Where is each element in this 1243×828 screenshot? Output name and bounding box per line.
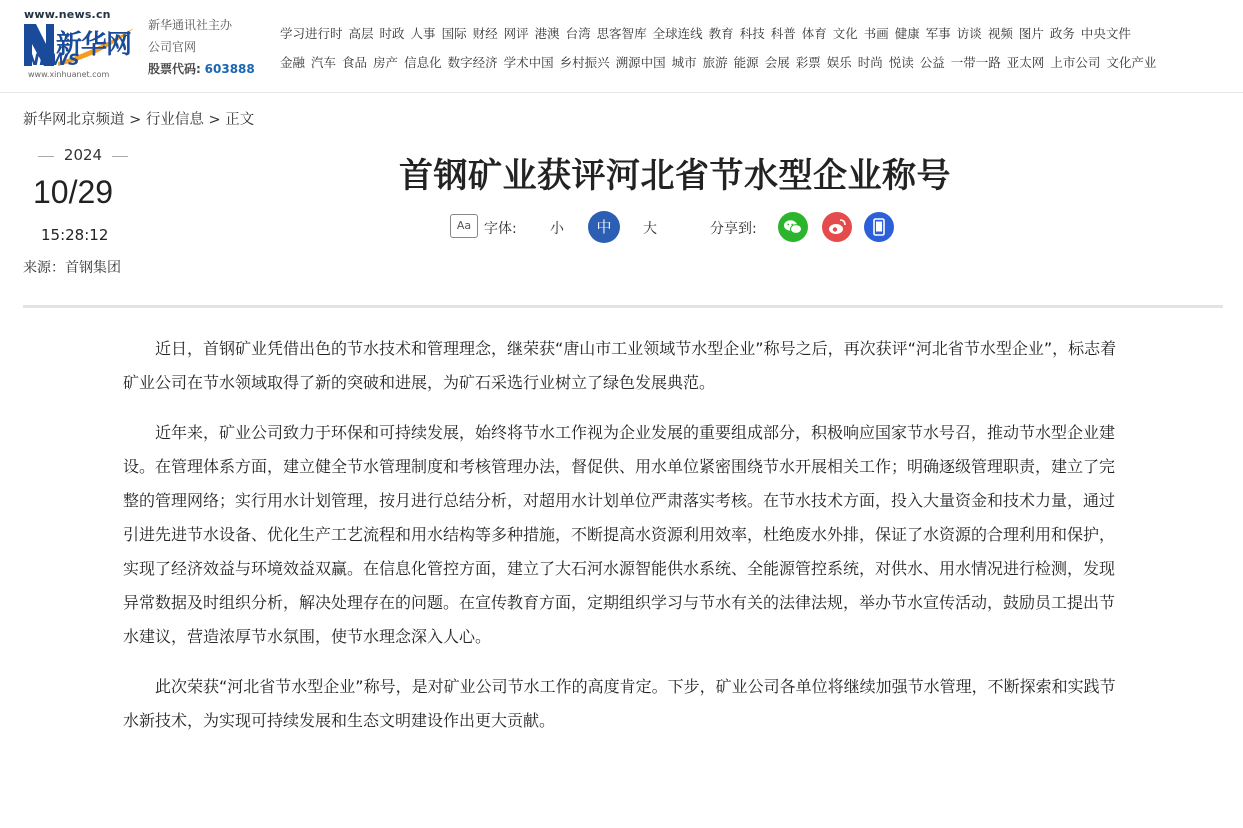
nav-item[interactable]: 政务 xyxy=(1049,26,1075,41)
mobile-share-icon[interactable] xyxy=(864,212,894,242)
article-paragraph: 近年来，矿业公司致力于环保和可持续发展，始终将节水工作视为企业发展的重要组成部分，积极响应国家节水号召，推动节水型企业建设。在管理体系方面，建立健全节水管理制度和考核管理办法，督促供、用水单位紧密围绕节水开展相关工作；明确逐级管理职责，建立了完整的管理网络；实行用水计划管理，按月进行总结分析，对超用水计划单位严肃落实考核。在节水技术方面，投入大量资金和技术力量，通过引进先进节水设备、优化生产工艺流程和用水结构等多种措施，不断提高水资源利用效率，杜绝废水外排，保证了水资源的合理利用和保护，实现了经济效益与环境效益双赢。在信息化管控方面，建立了大石河水源智能供水系统、全能源管控系统，对供水、用水情况进行检测，发现异常数据及时组织分析，解决处理存在的问题。在宣传教育方面，定期组织学习与节水有关的法律法规，举办节水宣传活动，鼓励员工提出节水建议，营造浓厚节水氛围，使节水理念深入人心。 xyxy=(123,423,1116,646)
nav-item[interactable]: 学习进行时 xyxy=(280,26,343,41)
nav-item[interactable]: 体育 xyxy=(801,26,827,41)
publish-time: 15:28:12 xyxy=(41,226,109,244)
breadcrumb-item-industry[interactable]: 行业信息 xyxy=(145,112,204,128)
site-header xyxy=(0,0,1243,93)
article-paragraph: 近日，首钢矿业凭借出色的节水技术和管理理念，继荣获“唐山市工业领域节水型企业”称号之后，再次获评“河北省节水型企业”，标志着矿业公司在节水领域取得了新的突破和进展，为矿石采选行业树立了绿色发展典范。 xyxy=(123,339,1117,392)
nav-item[interactable]: 时政 xyxy=(379,26,405,41)
nav-item[interactable]: 学术中国 xyxy=(503,55,554,70)
article-source: 来源：首钢集团 xyxy=(23,260,121,276)
nav-item[interactable]: 信息化 xyxy=(404,55,442,70)
nav-item[interactable]: 数字经济 xyxy=(447,55,498,70)
xinhua-logo[interactable] xyxy=(22,8,138,82)
nav-item[interactable]: 科技 xyxy=(739,26,765,41)
nav-item[interactable]: 访谈 xyxy=(956,26,982,41)
publish-month-day: 10/29 xyxy=(33,174,114,210)
logo-news-text: NEWS xyxy=(26,50,80,69)
nav-item[interactable]: 视频 xyxy=(987,26,1013,41)
nav-item[interactable]: 中央文件 xyxy=(1080,26,1131,41)
nav-item[interactable]: 高层 xyxy=(348,26,374,41)
nav-item[interactable]: 公益 xyxy=(919,55,945,70)
nav-item[interactable]: 思客智库 xyxy=(596,26,647,41)
nav-item[interactable]: 财经 xyxy=(472,26,498,41)
nav-item[interactable]: 能源 xyxy=(733,55,759,70)
nav-item[interactable]: 文化 xyxy=(832,26,858,41)
nav-item[interactable]: 食品 xyxy=(342,55,368,70)
font-size-icon: Aa xyxy=(450,214,478,238)
font-label: 字体: xyxy=(484,221,517,237)
nav-item[interactable]: 悦读 xyxy=(888,55,914,70)
nav-item[interactable]: 一带一路 xyxy=(950,55,1001,70)
nav-item[interactable]: 台湾 xyxy=(565,26,591,41)
nav-item[interactable]: 国际 xyxy=(441,26,467,41)
nav-item[interactable]: 乡村振兴 xyxy=(559,55,610,70)
stock-line xyxy=(148,58,255,80)
breadcrumb-separator: > xyxy=(124,112,146,128)
stock-label: 股票代码: xyxy=(148,62,201,76)
logo-sub-text: www.xinhuanet.com xyxy=(28,70,110,79)
nav-item[interactable]: 房产 xyxy=(373,55,399,70)
nav-item[interactable]: 溯源中国 xyxy=(615,55,666,70)
nav-item[interactable]: 上市公司 xyxy=(1050,55,1101,70)
share-label: 分享到: xyxy=(710,221,757,237)
nav-row-2 xyxy=(280,53,1162,71)
content-divider xyxy=(23,305,1223,308)
nav-item[interactable]: 娱乐 xyxy=(826,55,852,70)
stock-code[interactable]: 603888 xyxy=(204,62,255,76)
breadcrumb-item-beijing[interactable]: 新华网北京频道 xyxy=(23,112,125,128)
nav-item[interactable]: 汽车 xyxy=(311,55,337,70)
nav-item[interactable]: 人事 xyxy=(410,26,436,41)
nav-item[interactable]: 教育 xyxy=(708,26,734,41)
nav-item[interactable]: 时尚 xyxy=(857,55,883,70)
host-info xyxy=(148,14,255,80)
article-toolbar xyxy=(450,210,910,244)
host-line1: 新华通讯社主办 xyxy=(148,18,233,32)
nav-item[interactable]: 彩票 xyxy=(795,55,821,70)
breadcrumb-separator: > xyxy=(203,112,226,128)
nav-item[interactable]: 亚太网 xyxy=(1006,55,1045,70)
font-size-small-button[interactable]: 小 xyxy=(550,221,564,237)
nav-item[interactable]: 科普 xyxy=(770,26,796,41)
font-size-medium-button[interactable]: 中 xyxy=(588,211,620,243)
breadcrumb-item-current: 正文 xyxy=(225,112,255,128)
publish-year: 2024 xyxy=(63,146,103,164)
weibo-share-icon[interactable] xyxy=(822,212,852,242)
nav-item[interactable]: 港澳 xyxy=(534,26,560,41)
nav-item[interactable]: 军事 xyxy=(925,26,951,41)
nav-row-1 xyxy=(280,24,1137,42)
breadcrumb xyxy=(23,108,254,129)
article-title: 首钢矿业获评河北省节水型企业称号 xyxy=(399,156,951,196)
nav-item[interactable]: 书画 xyxy=(863,26,889,41)
nav-item[interactable]: 网评 xyxy=(503,26,529,41)
nav-item[interactable]: 会展 xyxy=(764,55,790,70)
wechat-share-icon[interactable] xyxy=(778,212,808,242)
nav-item[interactable]: 旅游 xyxy=(702,55,728,70)
article-body xyxy=(123,332,1128,754)
host-line2: 公司官网 xyxy=(148,40,197,54)
logo-cn-text: 新华网 xyxy=(56,30,132,60)
font-size-large-button[interactable]: 大 xyxy=(643,221,657,237)
article-paragraph: 此次荣获“河北省节水型企业”称号，是对矿业公司节水工作的高度肯定。下步，矿业公司各单位将继续加强节水管理，不断探索和实践节水新技术，为实现可持续发展和生态文明建设作出更大贡献。 xyxy=(123,677,1116,730)
nav-item[interactable]: 全球连线 xyxy=(652,26,703,41)
nav-item[interactable]: 城市 xyxy=(671,55,697,70)
nav-item[interactable]: 图片 xyxy=(1018,26,1044,41)
nav-item[interactable]: 健康 xyxy=(894,26,920,41)
nav-item[interactable]: 金融 xyxy=(280,55,306,70)
logo-url-text: www.news.cn xyxy=(24,8,111,21)
nav-item[interactable]: 文化产业 xyxy=(1106,55,1157,70)
